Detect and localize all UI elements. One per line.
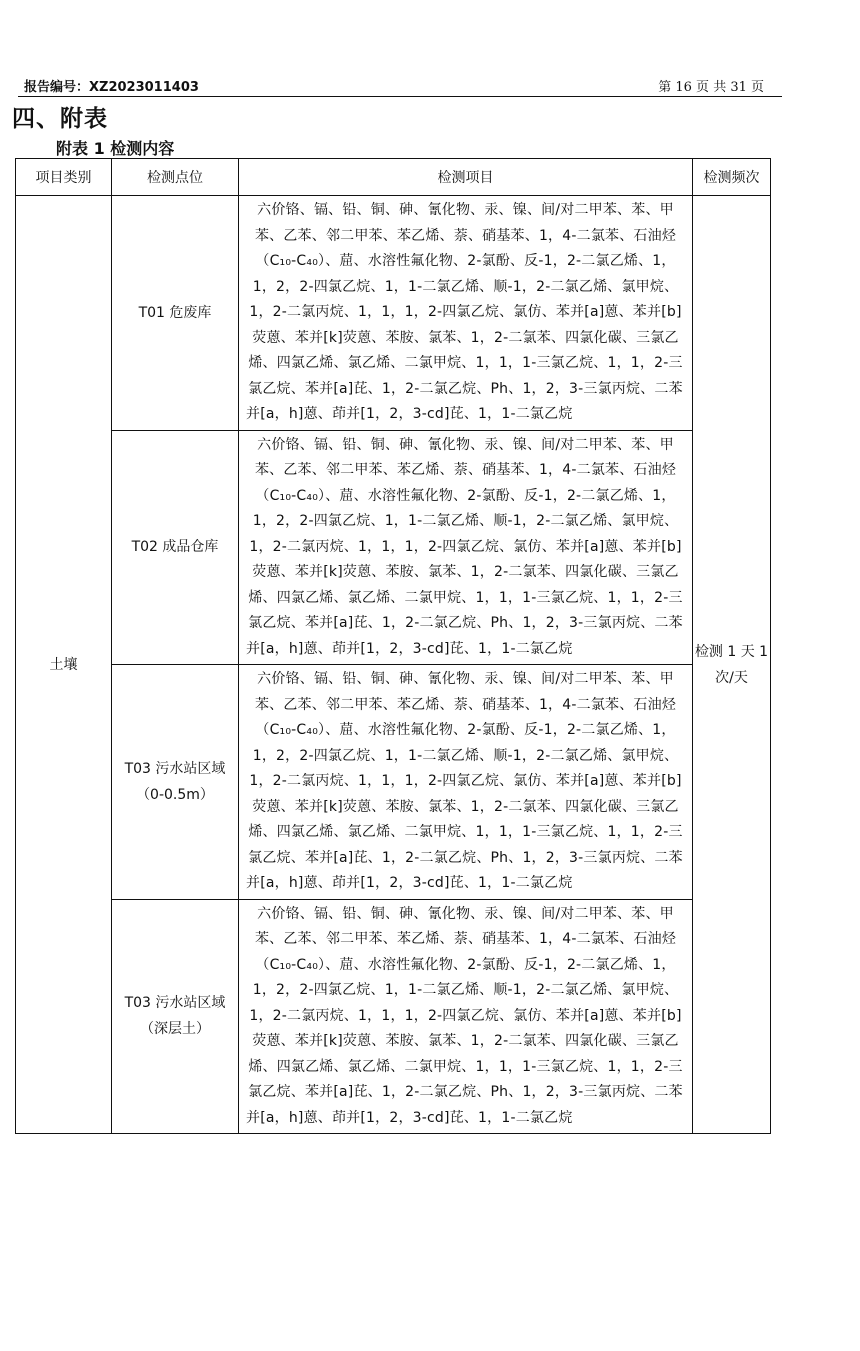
point-name: T03 污水站区域 — [124, 995, 226, 1012]
table-row — [16, 430, 771, 665]
page-number: 第 16 页 共 31 页 — [658, 80, 764, 95]
detection-content-table — [15, 158, 771, 1134]
section-title: 四、附表 — [12, 106, 108, 132]
header-point: 检测点位 — [112, 159, 239, 196]
point-depth: （深层土） — [140, 1021, 210, 1038]
items-cell: 六价铬、镉、铅、铜、砷、氰化物、汞、镍、间/对二甲苯、苯、甲苯、乙苯、邻二甲苯、苯乙烯、萘、硝基苯、1，4-二氯苯、石油烃（C₁₀-C₄₀）、䓛、水溶性氟化物、2-氯酚、反-1，2-二氯乙烯、1，1，2，2-四氯乙烷、1，1-二氯乙烯、顺-1，2-二氯乙烯、氯甲烷、1，2-二氯丙烷、1，1，1，2-四氯乙烷、氯仿、苯并[a]蒽、苯并[b]荧蒽、苯并[k]荧蒽、苯胺、氯苯、1，2-二氯苯、四氯化碳、三氯乙烯、四氯乙烯、氯乙烯、二氯甲烷、1，1，1-三氯乙烷、1，1，2-三氯乙烷、苯并[a]芘、1，2-二氯乙烷、Ph、1，2，3-三氯丙烷、二苯并[a，h]蒽、茚并[1，2，3-cd]芘、1，1-二氯乙烷 — [239, 665, 693, 900]
frequency-cell: 检测 1 天 1 次/天 — [693, 196, 771, 1134]
header-frequency: 检测频次 — [693, 159, 771, 196]
table-header-row — [16, 159, 771, 196]
point-name: T01 危废库 — [138, 304, 212, 321]
point-cell — [112, 196, 239, 431]
point-cell — [112, 665, 239, 900]
category-cell: 土壤 — [16, 196, 112, 1134]
items-cell: 六价铬、镉、铅、铜、砷、氰化物、汞、镍、间/对二甲苯、苯、甲苯、乙苯、邻二甲苯、苯乙烯、萘、硝基苯、1，4-二氯苯、石油烃（C₁₀-C₄₀）、䓛、水溶性氟化物、2-氯酚、反-1，2-二氯乙烯、1，1，2，2-四氯乙烷、1，1-二氯乙烯、顺-1，2-二氯乙烯、氯甲烷、1，2-二氯丙烷、1，1，1，2-四氯乙烷、氯仿、苯并[a]蒽、苯并[b]荧蒽、苯并[k]荧蒽、苯胺、氯苯、1，2-二氯苯、四氯化碳、三氯乙烯、四氯乙烯、氯乙烯、二氯甲烷、1，1，1-三氯乙烷、1，1，2-三氯乙烷、苯并[a]芘、1，2-二氯乙烷、Ph、1，2，3-三氯丙烷、二苯并[a，h]蒽、茚并[1，2，3-cd]芘、1，1-二氯乙烷 — [239, 430, 693, 665]
page-header — [18, 76, 782, 97]
header-items: 检测项目 — [239, 159, 693, 196]
table-row — [16, 665, 771, 900]
report-number: 报告编号：XZ2023011403 — [24, 80, 199, 95]
table-row — [16, 899, 771, 1134]
header-category: 项目类别 — [16, 159, 112, 196]
point-name: T02 成品仓库 — [131, 539, 219, 556]
point-cell — [112, 899, 239, 1134]
table-row — [16, 196, 771, 431]
items-cell: 六价铬、镉、铅、铜、砷、氰化物、汞、镍、间/对二甲苯、苯、甲苯、乙苯、邻二甲苯、苯乙烯、萘、硝基苯、1，4-二氯苯、石油烃（C₁₀-C₄₀）、䓛、水溶性氟化物、2-氯酚、反-1，2-二氯乙烯、1，1，2，2-四氯乙烷、1，1-二氯乙烯、顺-1，2-二氯乙烯、氯甲烷、1，2-二氯丙烷、1，1，1，2-四氯乙烷、氯仿、苯并[a]蒽、苯并[b]荧蒽、苯并[k]荧蒽、苯胺、氯苯、1，2-二氯苯、四氯化碳、三氯乙烯、四氯乙烯、氯乙烯、二氯甲烷、1，1，1-三氯乙烷、1，1，2-三氯乙烷、苯并[a]芘、1，2-二氯乙烷、Ph、1，2，3-三氯丙烷、二苯并[a，h]蒽、茚并[1，2，3-cd]芘、1，1-二氯乙烷 — [239, 196, 693, 431]
items-cell: 六价铬、镉、铅、铜、砷、氰化物、汞、镍、间/对二甲苯、苯、甲苯、乙苯、邻二甲苯、苯乙烯、萘、硝基苯、1，4-二氯苯、石油烃（C₁₀-C₄₀）、䓛、水溶性氟化物、2-氯酚、反-1，2-二氯乙烯、1，1，2，2-四氯乙烷、1，1-二氯乙烯、顺-1，2-二氯乙烯、氯甲烷、1，2-二氯丙烷、1，1，1，2-四氯乙烷、氯仿、苯并[a]蒽、苯并[b]荧蒽、苯并[k]荧蒽、苯胺、氯苯、1，2-二氯苯、四氯化碳、三氯乙烯、四氯乙烯、氯乙烯、二氯甲烷、1，1，1-三氯乙烷、1，1，2-三氯乙烷、苯并[a]芘、1，2-二氯乙烷、Ph、1，2，3-三氯丙烷、二苯并[a，h]蒽、茚并[1，2，3-cd]芘、1，1-二氯乙烷 — [239, 899, 693, 1134]
table-title: 附表 1 检测内容 — [56, 139, 175, 158]
point-depth: （0-0.5m） — [136, 786, 214, 803]
point-cell — [112, 430, 239, 665]
point-name: T03 污水站区域 — [124, 760, 226, 777]
